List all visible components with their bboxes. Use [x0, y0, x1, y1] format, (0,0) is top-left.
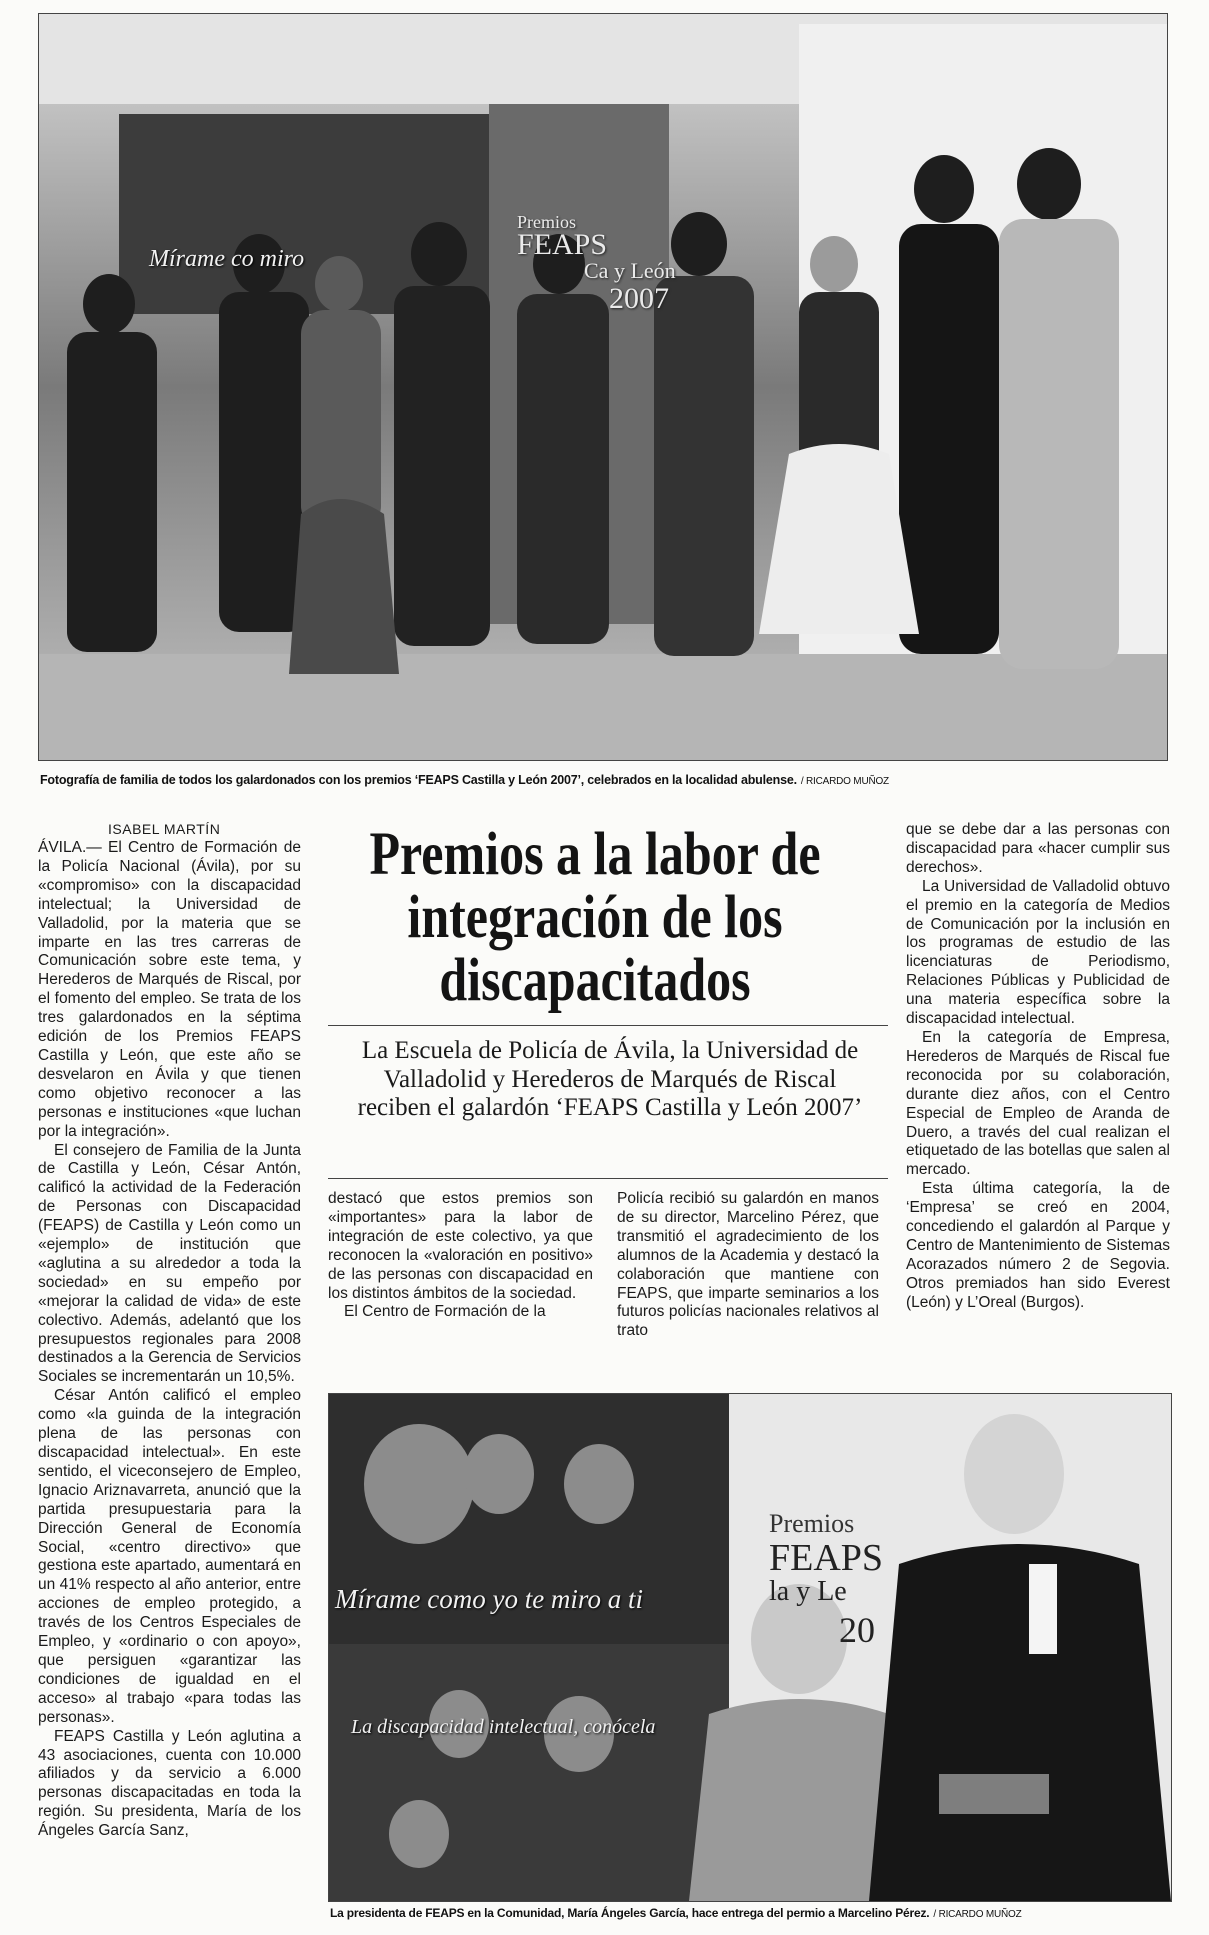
col2-paragraph-2: El Centro de Formación de la — [344, 1303, 546, 1321]
col1-paragraph-2: El consejero de Familia de la Junta de Castilla y León, César Antón, calificó la actividad de la Federación de Personas con Discapacidad (FEAPS) de Castilla y León como un «ejemplo» de institución que «aglutina a su alrededor a toda la sociedad» en su empeño por «mejorar la calidad de vida» de este colectivo. Además, adelantó que los presupuestos regionales para 2008 destinados a la Gerencia de Servicios Sociales se incrementarán un 10,5%. — [38, 1141, 301, 1386]
col3-paragraph-1: Policía recibió su galardón en manos de su director, Marcelino Pérez, que transmitió el agradecimiento de los alumnos de la Academia y destacó la colaboración que mantiene con FEAPS, que imparte seminarios a los futuros policías nacionales relativos al trato — [617, 1190, 879, 1340]
byline: ISABEL MARTÍN — [108, 821, 221, 837]
column-1 — [38, 839, 301, 1841]
top-photo-figures — [39, 14, 1167, 760]
top-caption-credit: / RICARDO MUÑOZ — [800, 776, 889, 787]
bottom-photo-brand-line2: FEAPS — [769, 1537, 884, 1579]
headline-rule-bottom — [328, 1178, 888, 1179]
bottom-photo-brand-line3: la y Le — [769, 1576, 847, 1607]
bottom-photo-brand-line4: 20 — [839, 1610, 875, 1650]
top-photo-brand-line1: Premios — [517, 212, 577, 232]
col4-paragraph-1: que se debe dar a las personas con discapacidad para «hacer cumplir sus derechos». — [906, 821, 1170, 876]
col4-paragraph-4: Esta última categoría, la de ‘Empresa’ se creó en 2004, concediendo el galardón al Parque y Centro de Mantenimiento de Sistemas Acorazados número 2 de Segovia. Otros premiados han sido Everest (León) y L’Oreal (Burgos). — [906, 1180, 1170, 1311]
top-photo-brand-line2: FEAPS — [517, 228, 608, 261]
bottom-caption-text: La presidenta de FEAPS en la Comunidad, María Ángeles García, hace entrega del permio a Marcelino Pérez. — [330, 1906, 930, 1920]
top-photo-caption — [40, 773, 889, 787]
bottom-photo-brand-line1: Premios — [769, 1509, 855, 1538]
headline-rule-top — [328, 1025, 888, 1026]
col1-paragraph-1: ÁVILA.— El Centro de Formación de la Policía Nacional (Ávila), por su «compromiso» con la discapacidad intelectual; la Universidad de Valladolid, por la materia que se imparte en las tres carreras de Comunicación sobre este tema, y Herederos de Marqués de Riscal, por el fomento del empleo. Se trata de los tres galardonados en la séptima edición de los Premios FEAPS Castilla y León, que este año se desvelaron en Ávila y que tienen como objetivo reconocer a las personas e instituciones «que luchan por la integración». — [38, 839, 301, 1140]
bottom-photo-sign-sub: La discapacidad intelectual, conócela — [351, 1716, 656, 1738]
bottom-photo — [328, 1393, 1172, 1902]
top-caption-text: Fotografía de familia de todos los galardonados con los premios ‘FEAPS Castilla y León 2007’, celebrados en la localidad abulense. — [40, 773, 797, 787]
column-2 — [328, 1190, 593, 1322]
subhead: La Escuela de Policía de Ávila, la Universidad de Valladolid y Herederos de Marqués de Riscal reciben el galardón ‘FEAPS Castilla y León 2007’ — [357, 1037, 863, 1121]
top-photo-brand-line4: 2007 — [609, 282, 669, 315]
top-photo-sign: Mírame co miro — [149, 246, 305, 272]
top-photo-brand-line3: Ca y León — [584, 258, 676, 283]
col2-paragraph-1: destacó que estos premios son «importantes» para la labor de integración de este colectivo, ya que reconocen la «valoración en positivo» de las personas con discapacidad en los distintos ámbitos de la sociedad. — [328, 1190, 593, 1302]
col1-paragraph-4: FEAPS Castilla y León aglutina a 43 asociaciones, cuenta con 10.000 afiliados y da servicio a 6.000 personas discapacitadas en toda la región. Su presidenta, María de los Ángeles García Sanz, — [38, 1727, 301, 1840]
headline: Premios a la labor de integración de los discapacitados — [369, 821, 821, 1014]
column-3 — [617, 1190, 879, 1341]
column-4 — [906, 821, 1170, 1313]
col4-paragraph-3: En la categoría de Empresa, Herederos de Marqués de Riscal fue reconocida por su colaboración, durante diez años, con el Centro Especial de Empleo de Aranda de Duero, a través del cual realizan el etiquetado de las botellas que salen al mercado. — [906, 1028, 1170, 1179]
top-photo — [38, 13, 1168, 761]
bottom-photo-figures — [329, 1394, 1171, 1901]
bottom-photo-sign: Mírame como yo te miro a ti — [335, 1584, 643, 1614]
bottom-caption-credit: / RICARDO MUÑOZ — [933, 1909, 1022, 1920]
bottom-photo-caption — [330, 1906, 1022, 1920]
col4-paragraph-2: La Universidad de Valladolid obtuvo el premio en la categoría de Medios de Comunicación por la inclusión en los programas de estudio de las licenciaturas de Periodismo, Relaciones Públicas y Publicidad de una materia específica sobre la discapacidad intelectual. — [906, 877, 1170, 1028]
col1-paragraph-3: César Antón calificó el empleo como «la guinda de la integración plena de las personas con discapacidad intelectual». En este sentido, el viceconsejero de Empleo, Ignacio Ariznavarreta, anunció que la partida presupuestaria para la Dirección General de Economía Social, «centro directivo» que gestiona este apartado, aumentará en un 41% respecto al año anterior, entre acciones de empleo protegido, a través de los Centros Especiales de Empleo, y «ordinario o con apoyo», que persiguen «garantizar las condiciones de igualdad en el acceso» al trabajo «para todas las personas». — [38, 1387, 301, 1726]
